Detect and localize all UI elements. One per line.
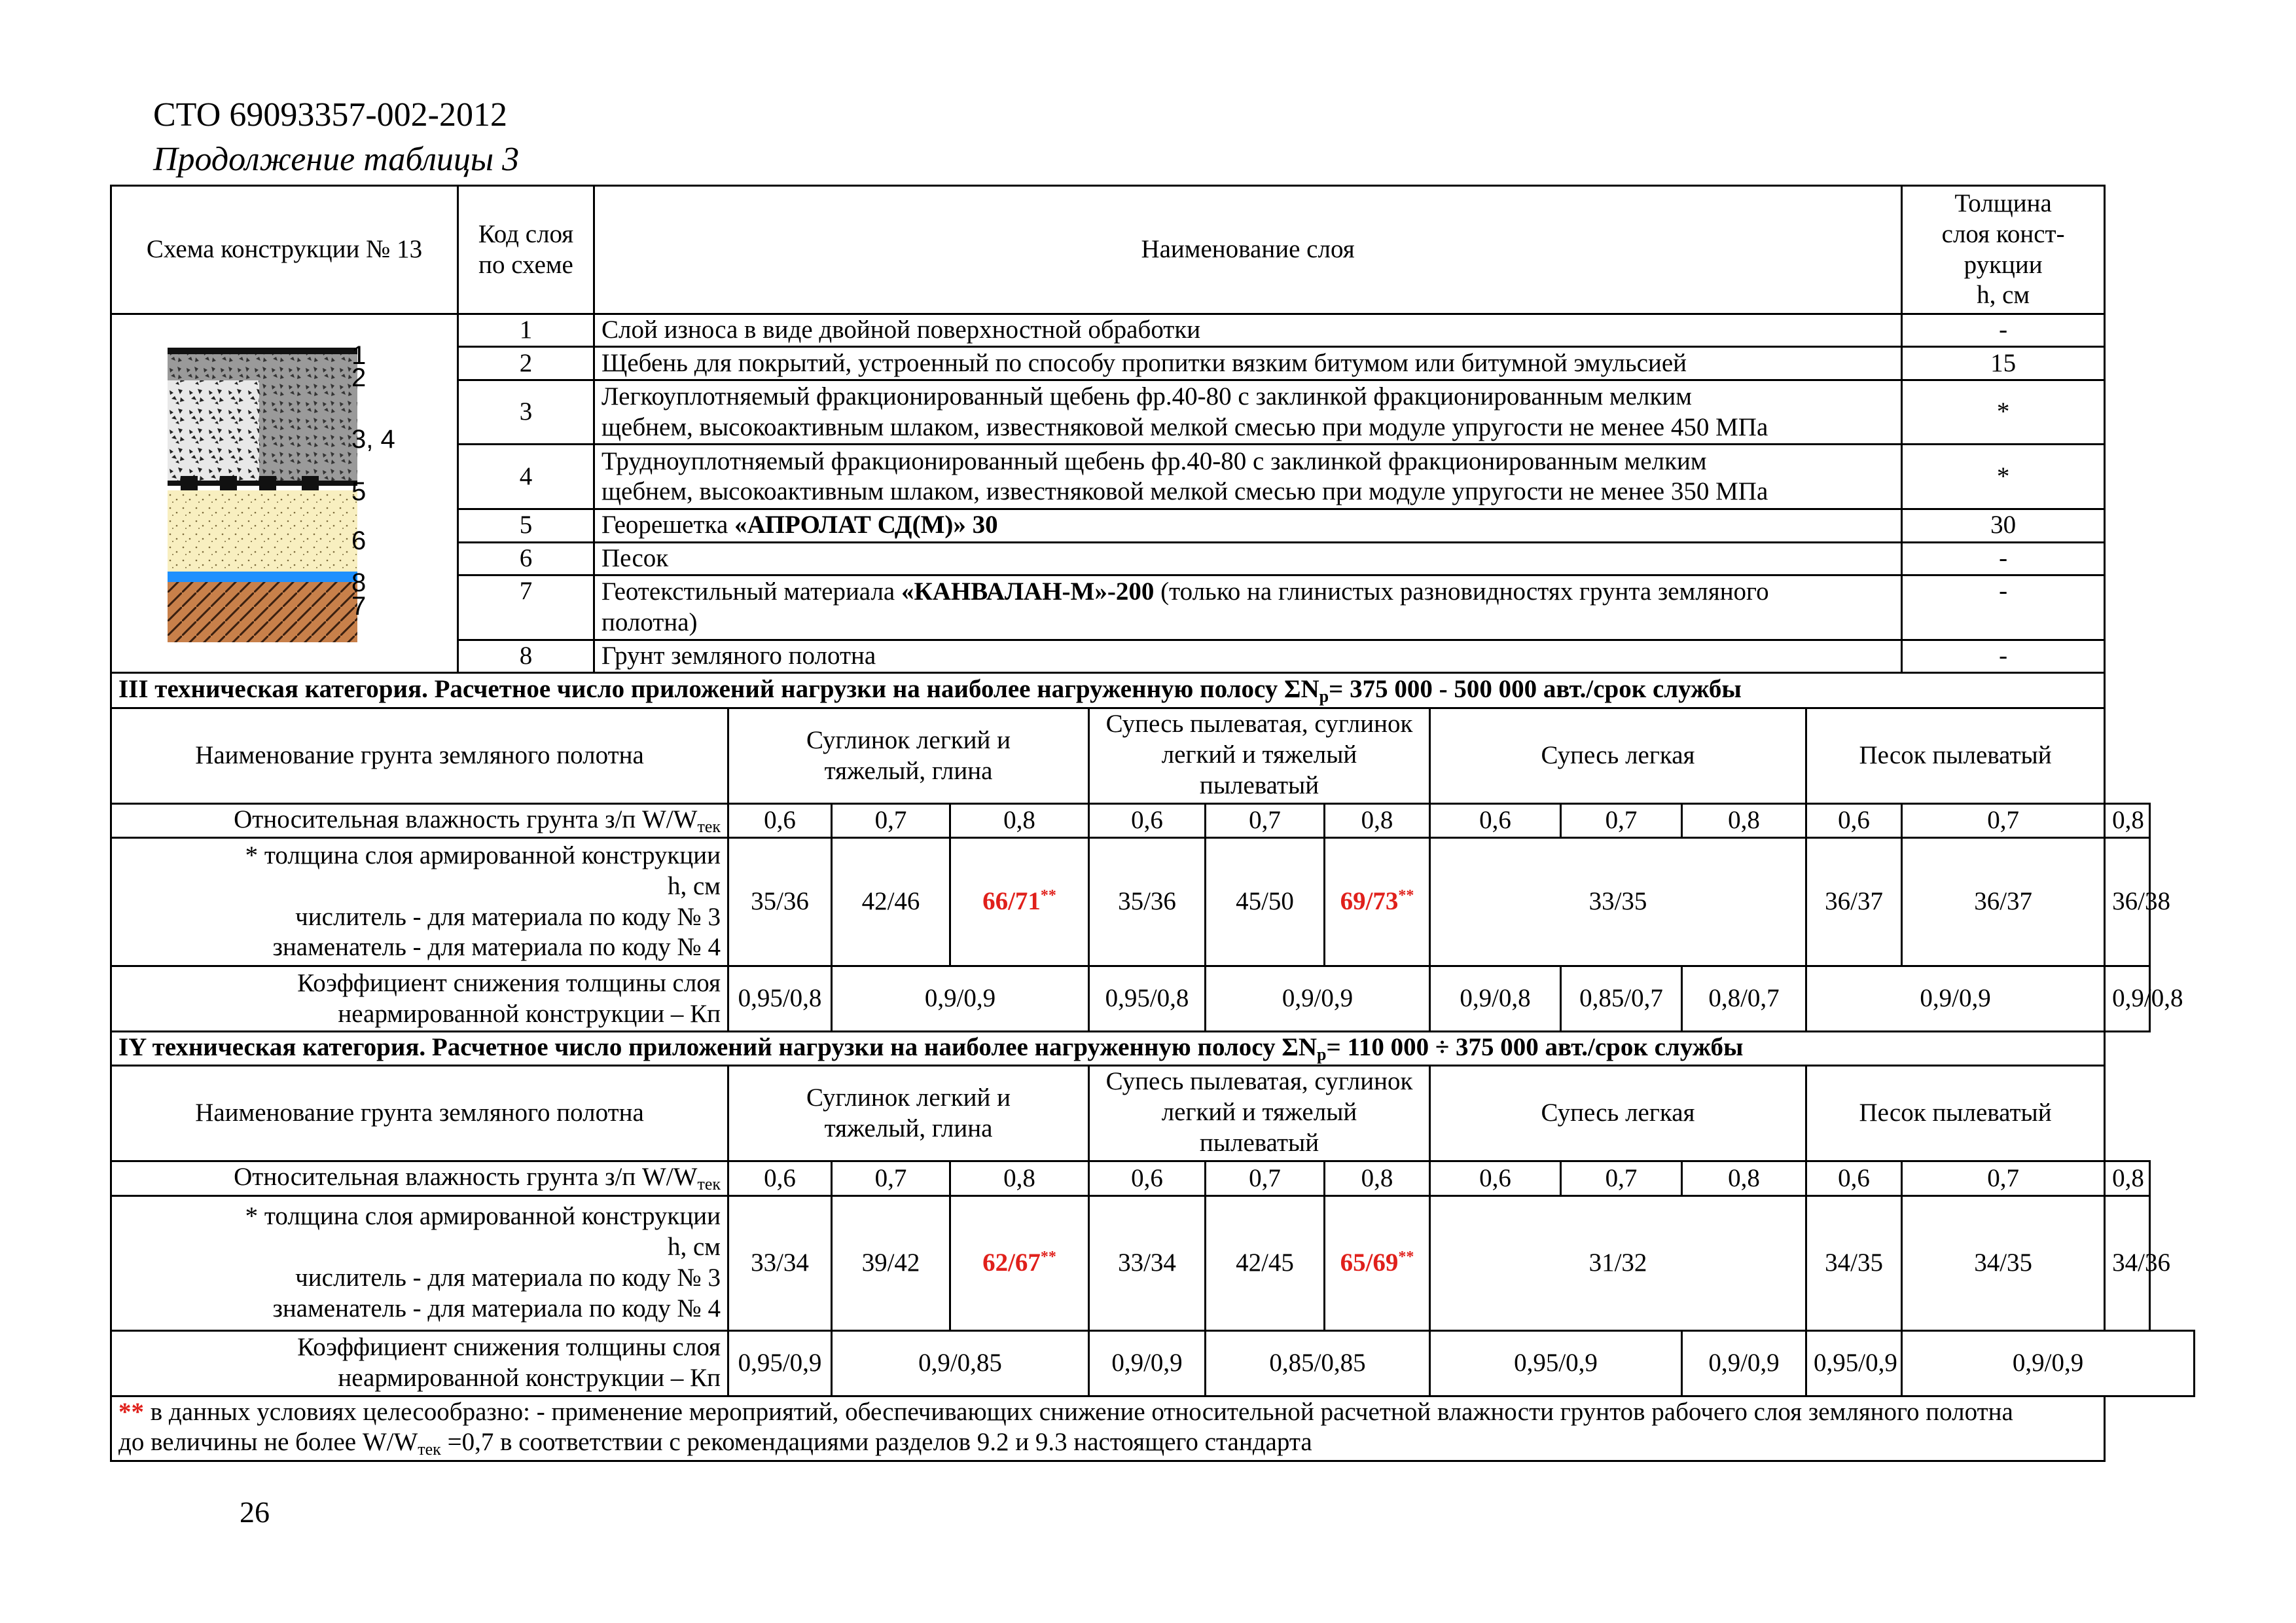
humidity-value: 0,8: [2105, 804, 2149, 838]
layer-1-shape: [168, 348, 357, 354]
layer-2-shape: [168, 354, 357, 380]
thickness-value: 45/50: [1206, 838, 1325, 966]
soil-name-label: Наименование грунта земляного полотна: [111, 1066, 728, 1161]
layer-name: Песок: [594, 542, 1902, 575]
humidity-value: 0,8: [950, 804, 1089, 838]
thickness-value: 39/42: [832, 1195, 950, 1330]
humidity-row: [111, 804, 2195, 838]
soil-2: Супесь пылеватая, суглинок легкий и тяжелый пылеватый: [1089, 1066, 1430, 1161]
humidity-label: Относительная влажность грунта з/п $W/W_{тек}$: [111, 804, 728, 838]
coefficient-value: 0,95/0,8: [728, 966, 832, 1032]
scheme-cell: [111, 314, 458, 673]
layer-name: Грунт земляного полотна: [594, 640, 1902, 672]
thickness-value: 35/36: [728, 838, 832, 966]
layer-scheme-drawing: [112, 315, 457, 672]
thickness-value: 33/34: [728, 1195, 832, 1330]
thickness-label: * толщина слоя армированной конструкции h, см числитель - для материала по коду № 3 знаменатель - для материала по коду № 4: [111, 838, 728, 966]
thickness-value: 36/37: [1806, 838, 1902, 966]
layer-name: Легкоуплотняемый фракционированный щебень фр.40-80 с заклинкой фракционированным мелким щебнем, высокоактивным шлаком, известняковой мелкой смесью при модуле упругости не менее 450 МПа: [594, 380, 1902, 445]
coefficient-value: 0,85/0,85: [1206, 1330, 1430, 1396]
scheme-label: 5: [351, 477, 367, 506]
layer-thickness: -: [1902, 314, 2105, 347]
humidity-value: 0,6: [1089, 1161, 1206, 1195]
document-code: СТО 69093357-002-2012: [153, 96, 507, 134]
layer-code: 8: [458, 640, 594, 672]
layer-code: 2: [458, 347, 594, 380]
category-4-title: IY техническая категория. Расчетное число приложений нагрузки на наиболее нагруженную полосу $\Sigma N_р= 110$ 000 ÷ 375 000 авт./срок службы: [111, 1032, 2105, 1066]
coefficient-value: 0,95/0,9: [1806, 1330, 1902, 1396]
soil-4: Песок пылеватый: [1806, 1066, 2105, 1161]
layer-thickness: 30: [1902, 509, 2105, 542]
soil-name-label: Наименование грунта земляного полотна: [111, 708, 728, 804]
soil-names-row: [111, 1066, 2195, 1161]
layer-thickness: 15: [1902, 347, 2105, 380]
layer-code: 1: [458, 314, 594, 347]
layer-name: Щебень для покрытий, устроенный по способу пропитки вязким битумом или битумной эмульсией: [594, 347, 1902, 380]
coefficient-row: [111, 1330, 2195, 1396]
table-continuation-caption: Продолжение таблицы 3: [153, 141, 520, 178]
thickness-header: Толщина слоя конст- рукции h, см: [1902, 186, 2105, 314]
coefficient-value: 0,9/0,9: [1206, 966, 1430, 1032]
humidity-value: 0,7: [1561, 804, 1682, 838]
layer-name: Геотекстильный материала «КАНВАЛАН-М»-200 (только на глинистых разновидностях грунта земляного полотна): [594, 575, 1902, 640]
humidity-value: 0,6: [728, 804, 832, 838]
thickness-value-highlight: 62/67**: [950, 1195, 1089, 1330]
humidity-value: 0,6: [1089, 804, 1206, 838]
soil-1: Суглинок легкий и тяжелый, глина: [728, 708, 1089, 804]
layer-thickness: *: [1902, 380, 2105, 445]
layer-thickness: -: [1902, 575, 2105, 640]
humidity-value: 0,8: [2105, 1161, 2149, 1195]
category-3-row: [111, 673, 2195, 708]
layer-code: 7: [458, 575, 594, 640]
humidity-value: 0,7: [1206, 804, 1325, 838]
humidity-value: 0,6: [1806, 1161, 1902, 1195]
thickness-value: 34/35: [1806, 1195, 1902, 1330]
thickness-value-highlight: 66/71**: [950, 838, 1089, 966]
humidity-value: 0,8: [1325, 804, 1430, 838]
thickness-value: 33/35: [1430, 838, 1806, 966]
humidity-value: 0,8: [950, 1161, 1089, 1195]
coefficient-value: 0,95/0,8: [1089, 966, 1206, 1032]
humidity-value: 0,7: [1206, 1161, 1325, 1195]
thickness-row: [111, 1195, 2195, 1330]
thickness-value: 42/46: [832, 838, 950, 966]
soil-3: Супесь легкая: [1430, 1066, 1806, 1161]
category-3-title: III техническая категория. Расчетное число приложений нагрузки на наиболее нагруженную полосу $\Sigma N_р= 375$ 000 - 500 000 авт./срок службы: [111, 673, 2105, 708]
coefficient-row: [111, 966, 2195, 1032]
layer-code: 5: [458, 509, 594, 542]
page-number: 26: [240, 1495, 270, 1529]
thickness-value: 34/35: [1902, 1195, 2105, 1330]
thickness-value: 35/36: [1089, 838, 1206, 966]
coefficient-value: 0,95/0,9: [1430, 1330, 1682, 1396]
layer-thickness: *: [1902, 445, 2105, 509]
thickness-value: 36/37: [1902, 838, 2105, 966]
layer-thickness: -: [1902, 542, 2105, 575]
layer-7-shape: [168, 572, 357, 582]
pavement-cross-section: [168, 348, 357, 642]
layer-4-shape: [259, 380, 357, 482]
humidity-value: 0,7: [1902, 804, 2105, 838]
scheme-label: 7: [351, 592, 367, 621]
humidity-row: [111, 1161, 2195, 1195]
layer-row: [111, 314, 2195, 347]
scheme-label: 6: [351, 526, 367, 555]
humidity-value: 0,6: [1430, 1161, 1561, 1195]
thickness-value-highlight: 69/73**: [1325, 838, 1430, 966]
layer-code: 4: [458, 445, 594, 509]
layer-name-header: Наименование слоя: [594, 186, 1902, 314]
humidity-value: 0,6: [1806, 804, 1902, 838]
coefficient-value: 0,9/0,9: [1682, 1330, 1806, 1396]
thickness-value: 34/36: [2105, 1195, 2149, 1330]
coefficient-value: 0,9/0,9: [832, 966, 1089, 1032]
scheme-label: 2: [351, 363, 367, 392]
humidity-value: 0,7: [832, 804, 950, 838]
layer-name: Георешетка «АПРОЛАТ СД(М)» 30: [594, 509, 1902, 542]
humidity-value: 0,7: [1902, 1161, 2105, 1195]
layer-code: 3: [458, 380, 594, 445]
thickness-value: 36/38: [2105, 838, 2149, 966]
humidity-value: 0,6: [1430, 804, 1561, 838]
layer-8-shape: [168, 582, 357, 642]
coefficient-label: Коэффициент снижения толщины слоя неармированной конструкции – Кп: [111, 1330, 728, 1396]
layer-6-shape: [168, 490, 357, 572]
thickness-value: 42/45: [1206, 1195, 1325, 1330]
coefficient-value: 0,9/0,8: [1430, 966, 1561, 1032]
coefficient-value: 0,9/0,8: [2105, 966, 2149, 1032]
layer-code-header: Код слоя по схеме: [458, 186, 594, 314]
scheme-label: 8: [351, 568, 367, 597]
humidity-value: 0,7: [1561, 1161, 1682, 1195]
structure-table: [110, 185, 2195, 1462]
scheme-label: 3, 4: [351, 425, 395, 454]
humidity-label: Относительная влажность грунта з/п $W/W_{тек}$: [111, 1161, 728, 1195]
thickness-value: 33/34: [1089, 1195, 1206, 1330]
humidity-value: 0,8: [1682, 804, 1806, 838]
coefficient-label: Коэффициент снижения толщины слоя неармированной конструкции – Кп: [111, 966, 728, 1032]
soil-1: Суглинок легкий и тяжелый, глина: [728, 1066, 1089, 1161]
coefficient-value: 0,8/0,7: [1682, 966, 1806, 1032]
scheme-header: Схема конструкции № 13: [111, 186, 458, 314]
layer-name: Трудноуплотняемый фракционированный щебень фр.40-80 с заклинкой фракционированным мелким щебнем, высокоактивным шлаком, известняковой мелкой смесью при модуле упругости не менее 350 МПа: [594, 445, 1902, 509]
footnote: ** в данных условиях целесообразно: - применение мероприятий, обеспечивающих снижение относительной расчетной влажности грунтов рабочего слоя земляного полотна до величины не более $W/W_{тек} =0,7$ в соответствии с рекомендациями разделов 9.2 и 9.3 настоящего стандарта: [111, 1396, 2105, 1461]
footnote-row: [111, 1396, 2195, 1461]
table-header-row: [111, 186, 2195, 314]
scheme-label: 1: [351, 341, 367, 370]
layer-thickness: -: [1902, 640, 2105, 672]
humidity-value: 0,6: [728, 1161, 832, 1195]
layer-code: 6: [458, 542, 594, 575]
soil-4: Песок пылеватый: [1806, 708, 2105, 804]
layer-name: Слой износа в виде двойной поверхностной обработки: [594, 314, 1902, 347]
humidity-value: 0,7: [832, 1161, 950, 1195]
coefficient-value: 0,9/0,9: [1806, 966, 2105, 1032]
coefficient-value: 0,9/0,9: [1902, 1330, 2195, 1396]
thickness-value-highlight: 65/69**: [1325, 1195, 1430, 1330]
soil-names-row: [111, 708, 2195, 804]
thickness-value: 31/32: [1430, 1195, 1806, 1330]
thickness-label: * толщина слоя армированной конструкции h, см числитель - для материала по коду № 3 знаменатель - для материала по коду № 4: [111, 1195, 728, 1330]
coefficient-value: 0,95/0,9: [728, 1330, 832, 1396]
coefficient-value: 0,9/0,85: [832, 1330, 1089, 1396]
category-4-row: [111, 1032, 2195, 1066]
soil-2: Супесь пылеватая, суглинок легкий и тяжелый пылеватый: [1089, 708, 1430, 804]
coefficient-value: 0,85/0,7: [1561, 966, 1682, 1032]
coefficient-value: 0,9/0,9: [1089, 1330, 1206, 1396]
layer-3-shape: [168, 380, 259, 482]
humidity-value: 0,8: [1682, 1161, 1806, 1195]
thickness-row: [111, 838, 2195, 966]
humidity-value: 0,8: [1325, 1161, 1430, 1195]
soil-3: Супесь легкая: [1430, 708, 1806, 804]
